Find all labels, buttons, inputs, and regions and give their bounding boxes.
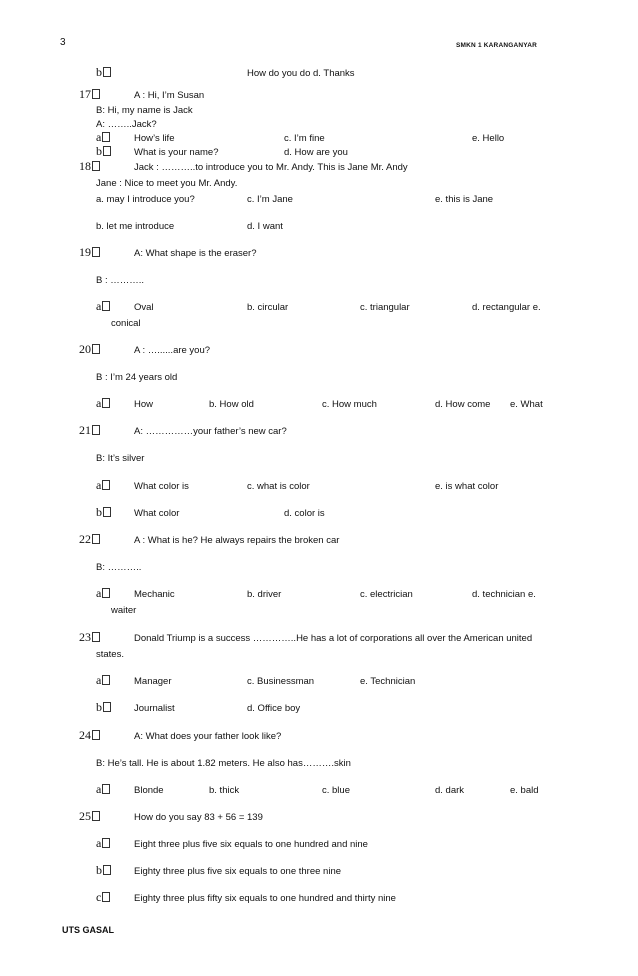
exam-text: A : …......are you? — [134, 345, 211, 356]
exam-text: d. technician e. — [472, 589, 536, 600]
missing-glyph-icon — [102, 301, 110, 311]
exam-text: A: ……………your father’s new car? — [134, 426, 287, 437]
option-letter: b — [96, 700, 111, 715]
exam-text: c. Businessman — [247, 676, 315, 687]
missing-glyph-icon — [102, 132, 110, 142]
option-letter: b — [96, 144, 111, 159]
exam-text: a. may I introduce you? — [96, 194, 195, 205]
exam-text: waiter — [111, 605, 137, 616]
exam-text: c. I’m fine — [284, 133, 325, 144]
exam-text: A: What does your father look like? — [134, 731, 282, 742]
question-number: 18 — [79, 159, 100, 174]
option-letter: b — [96, 65, 111, 80]
option-letter: a — [96, 586, 110, 601]
missing-glyph-icon — [92, 161, 100, 171]
option-letter: a — [96, 478, 110, 493]
exam-text: d. dark — [435, 785, 465, 796]
exam-text: d. color is — [284, 508, 325, 519]
exam-text: Eight three plus five six equals to one hundred and nine — [134, 839, 368, 850]
option-letter: a — [96, 836, 110, 851]
exam-text: b. thick — [209, 785, 240, 796]
option-letter: c — [96, 890, 110, 905]
exam-text: Mechanic — [134, 589, 175, 600]
exam-text: states. — [96, 649, 124, 660]
exam-text: c. what is color — [247, 481, 310, 492]
exam-text: Jack : ………..to introduce you to Mr. Andy. This is Jane Mr. Andy — [134, 162, 408, 173]
exam-text: Blonde — [134, 785, 164, 796]
question-number: 25 — [79, 809, 100, 824]
exam-text: B: He’s tall. He is about 1.82 meters. He also has……….skin — [96, 758, 351, 769]
option-letter: b — [96, 863, 111, 878]
exam-text: Eighty three plus fifty six equals to one hundred and thirty nine — [134, 893, 396, 904]
exam-text: d. I want — [247, 221, 283, 232]
missing-glyph-icon — [92, 730, 100, 740]
missing-glyph-icon — [102, 398, 110, 408]
exam-text: How do you say 83 + 56 = 139 — [134, 812, 263, 823]
exam-text: A: ……..Jack? — [96, 119, 157, 130]
missing-glyph-icon — [103, 702, 111, 712]
missing-glyph-icon — [103, 67, 111, 77]
option-letter: a — [96, 396, 110, 411]
missing-glyph-icon — [92, 89, 100, 99]
exam-text: e. is what color — [435, 481, 499, 492]
exam-text: c. electrician — [360, 589, 413, 600]
missing-glyph-icon — [103, 146, 111, 156]
missing-glyph-icon — [92, 247, 100, 257]
exam-text: e. bald — [510, 785, 539, 796]
missing-glyph-icon — [92, 534, 100, 544]
missing-glyph-icon — [102, 675, 110, 685]
question-number: 24 — [79, 728, 100, 743]
exam-text: A : What is he? He always repairs the broken car — [134, 535, 340, 546]
exam-text: How’s life — [134, 133, 175, 144]
missing-glyph-icon — [103, 865, 111, 875]
exam-text: B: Hi, my name is Jack — [96, 105, 193, 116]
exam-text: b. driver — [247, 589, 282, 600]
exam-text: Donald Triump is a success …………..He has a lot of corporations all over the American united — [134, 633, 533, 644]
exam-text: What color — [134, 508, 180, 519]
question-number: 22 — [79, 532, 100, 547]
missing-glyph-icon — [92, 811, 100, 821]
exam-text: e. Hello — [472, 133, 505, 144]
exam-text: b. circular — [247, 302, 289, 313]
exam-text: How do you do d. Thanks — [247, 68, 355, 79]
option-letter: b — [96, 505, 111, 520]
exam-text: What is your name? — [134, 147, 219, 158]
option-letter: a — [96, 130, 110, 145]
question-number: 21 — [79, 423, 100, 438]
exam-text: d. rectangular e. — [472, 302, 541, 313]
exam-text: A : Hi, I’m Susan — [134, 90, 205, 101]
exam-text: c. I’m Jane — [247, 194, 293, 205]
exam-text: c. triangular — [360, 302, 410, 313]
missing-glyph-icon — [92, 344, 100, 354]
exam-text: e. this is Jane — [435, 194, 494, 205]
exam-text: e. What — [510, 399, 543, 410]
question-number: 23 — [79, 630, 100, 645]
exam-text: d. Office boy — [247, 703, 301, 714]
exam-text: B : ……….. — [96, 275, 145, 286]
exam-text: Manager — [134, 676, 172, 687]
exam-text: How — [134, 399, 154, 410]
exam-text: c. How much — [322, 399, 377, 410]
school-name: SMKN 1 KARANGANYAR — [456, 42, 538, 49]
missing-glyph-icon — [102, 838, 110, 848]
option-letter: a — [96, 673, 110, 688]
exam-text: B : I’m 24 years old — [96, 372, 178, 383]
missing-glyph-icon — [102, 784, 110, 794]
footer-label: UTS GASAL — [62, 925, 115, 935]
exam-text: A: What shape is the eraser? — [134, 248, 257, 259]
option-letter: a — [96, 299, 110, 314]
exam-text: b. How old — [209, 399, 254, 410]
question-number: 19 — [79, 245, 100, 260]
exam-text: Journalist — [134, 703, 175, 714]
exam-text: conical — [111, 318, 141, 329]
missing-glyph-icon — [102, 588, 110, 598]
missing-glyph-icon — [92, 632, 100, 642]
exam-text: B: ……….. — [96, 562, 142, 573]
question-number: 20 — [79, 342, 100, 357]
exam-text: What color is — [134, 481, 189, 492]
missing-glyph-icon — [102, 480, 110, 490]
exam-text: e. Technician — [360, 676, 416, 687]
exam-text: Jane : Nice to meet you Mr. Andy. — [96, 178, 238, 189]
missing-glyph-icon — [102, 892, 110, 902]
exam-text: c. blue — [322, 785, 350, 796]
exam-text: Oval — [134, 302, 154, 313]
missing-glyph-icon — [103, 507, 111, 517]
exam-text: Eighty three plus five six equals to one three nine — [134, 866, 342, 877]
exam-text: d. How are you — [284, 147, 348, 158]
page-number: 3 — [60, 37, 66, 48]
missing-glyph-icon — [92, 425, 100, 435]
question-number: 17 — [79, 87, 100, 102]
option-letter: a — [96, 782, 110, 797]
exam-text: b. let me introduce — [96, 221, 175, 232]
exam-text: d. How come — [435, 399, 491, 410]
exam-text: B: It’s silver — [96, 453, 145, 464]
